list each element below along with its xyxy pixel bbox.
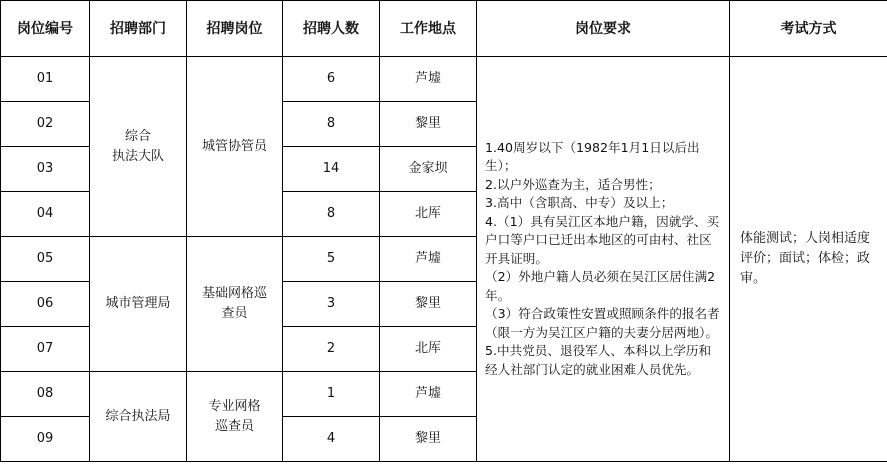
count-cell: 3 (283, 282, 380, 327)
department-cell: 综合执法局 (90, 372, 187, 462)
location-cell: 芦墟 (380, 372, 477, 417)
location-cell: 北厍 (380, 327, 477, 372)
location-cell: 芦墟 (380, 57, 477, 102)
header-position-id: 岗位编号 (1, 1, 90, 57)
count-cell: 6 (283, 57, 380, 102)
position-id-cell: 04 (1, 192, 90, 237)
count-cell: 4 (283, 417, 380, 462)
position-id-cell: 07 (1, 327, 90, 372)
header-location: 工作地点 (380, 1, 477, 57)
header-position: 招聘岗位 (187, 1, 283, 57)
count-cell: 1 (283, 372, 380, 417)
header-count: 招聘人数 (283, 1, 380, 57)
position-cell: 专业网格 巡查员 (187, 372, 283, 462)
header-department: 招聘部门 (90, 1, 187, 57)
location-cell: 黎里 (380, 417, 477, 462)
count-cell: 14 (283, 147, 380, 192)
count-cell: 2 (283, 327, 380, 372)
department-cell: 综合 执法大队 (90, 57, 187, 237)
position-id-cell: 08 (1, 372, 90, 417)
position-cell: 城管协管员 (187, 57, 283, 237)
requirements-cell: 1.40周岁以下（1982年1月1日以后出生）； 2.以户外巡查为主，适合男性； 3.高中（含职高、中专）及以上； 4.（1）具有吴江区本地户籍，因就学、买户口等户口已迁出本地区的可由村、社区开具证明。 （2）外地户籍人员必须在吴江区居住满2年。 （3）符合政策性安置或照顾条件的报名者（限一方为吴江区户籍的夫妻分居两地）。 5.中共党员、退役军人、本科以上学历和经人社部门认定的就业困难人员优先。 (477, 57, 730, 462)
count-cell: 8 (283, 102, 380, 147)
table-row (1, 57, 887, 102)
position-id-cell: 06 (1, 282, 90, 327)
department-cell: 城市管理局 (90, 237, 187, 372)
position-id-cell: 09 (1, 417, 90, 462)
position-id-cell: 05 (1, 237, 90, 282)
header-row (1, 1, 887, 57)
location-cell: 黎里 (380, 282, 477, 327)
position-cell: 基础网格巡 查员 (187, 237, 283, 372)
location-cell: 北厍 (380, 192, 477, 237)
position-id-cell: 02 (1, 102, 90, 147)
position-id-cell: 01 (1, 57, 90, 102)
count-cell: 5 (283, 237, 380, 282)
location-cell: 金家坝 (380, 147, 477, 192)
position-id-cell: 03 (1, 147, 90, 192)
location-cell: 黎里 (380, 102, 477, 147)
header-exam: 考试方式 (730, 1, 887, 57)
exam-cell: 体能测试；人岗相适度评价；面试；体检；政审。 (730, 57, 887, 462)
count-cell: 8 (283, 192, 380, 237)
location-cell: 芦墟 (380, 237, 477, 282)
header-requirements: 岗位要求 (477, 1, 730, 57)
